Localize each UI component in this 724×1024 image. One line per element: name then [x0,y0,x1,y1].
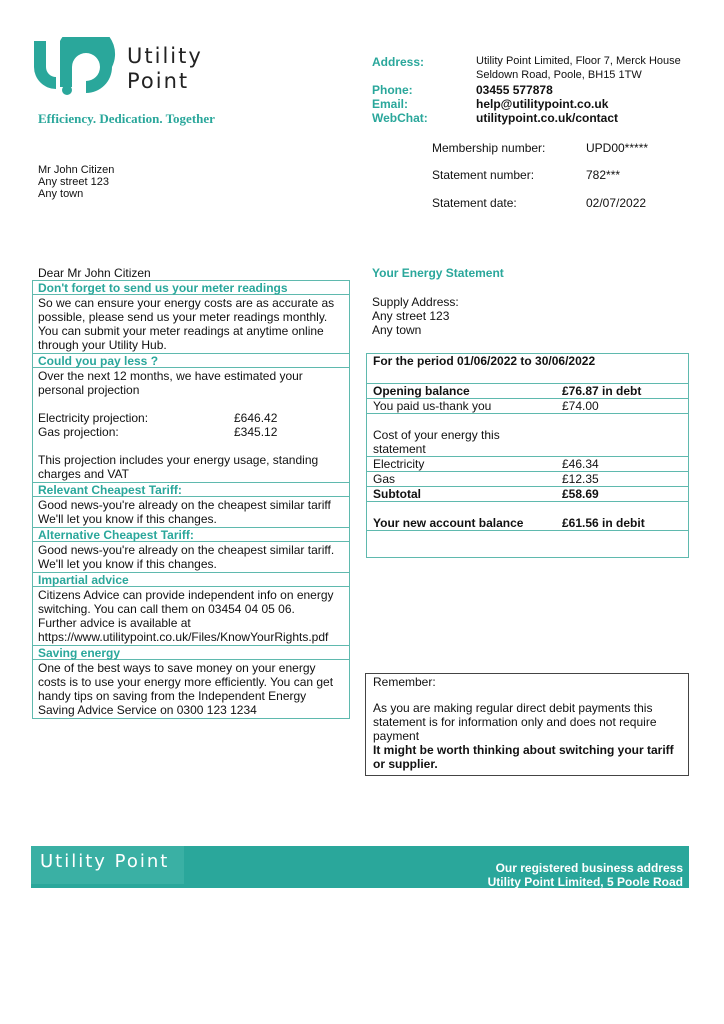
text-line: payment [373,729,420,743]
gas-row [367,471,688,486]
pay-less-heading: Could you pay less ? [32,353,350,368]
recipient-name: Mr John Citizen [38,164,115,176]
subtotal-row [367,486,688,501]
text-line: handy tips on saving from the Independent Energy [38,689,307,703]
meter-heading: Don't forget to send us your meter readings [32,280,350,295]
text-line: or supplier. [373,757,438,771]
logo-line2: Point [127,69,190,93]
email-label: Email: [372,97,409,111]
gas-projection-label: Gas projection: [38,425,119,439]
text-line: Over the next 12 months, we have estimated your [38,369,303,383]
registered-address [488,861,683,889]
email-link[interactable]: help@utilitypoint.co.uk [476,97,609,111]
rights-link[interactable]: https://www.utilitypoint.co.uk/Files/KnowYourRights.pdf [38,630,329,644]
text-line: So we can ensure your energy costs are as accurate as [38,296,335,310]
gas-value: £12.35 [562,472,599,486]
footer-logo [31,846,184,884]
statement-date-label: Statement date: [432,196,517,210]
pay-less-body [32,368,350,482]
text-line: We'll let you know if this changes. [38,557,217,571]
cost-label [373,428,500,456]
saving-body [32,660,350,719]
logo-line1: Utility [127,44,203,68]
elec-projection-value: £646.42 [234,411,278,425]
utility-point-logo-icon [30,37,116,97]
subtotal-label: Subtotal [373,487,421,501]
text-line: Further advice is available at [38,616,191,630]
phone-value[interactable]: 03455 577878 [476,83,553,97]
tagline: Efficiency. Dedication. Together [38,111,215,126]
registered-address-title: Our registered business address [495,861,683,875]
opening-label: Opening balance [373,384,470,398]
advice-heading: Impartial advice [32,572,350,587]
recipient-town: Any town [38,188,84,200]
new-balance-label: Your new account balance [373,516,524,530]
text-line: You can submit your meter readings at anytime online [38,324,324,338]
gas-label: Gas [373,472,396,486]
new-balance-value: £61.56 in debit [562,516,645,530]
alt-tariff-heading: Alternative Cheapest Tariff: [32,527,350,542]
recipient-address [38,164,114,200]
statement-number-label: Statement number: [432,168,535,182]
supply-address [372,295,459,337]
paid-label: You paid us-thank you [373,399,492,413]
supply-street: Any street 123 [372,309,450,323]
footer-logo-text: Utility Point [40,851,170,872]
text-line: We'll let you know if this changes. [38,512,217,526]
alt-tariff-body [32,542,350,572]
text-line: personal projection [38,383,140,397]
elec-projection-row [38,411,344,425]
text-line: One of the best ways to save money on your energy [38,661,316,675]
text-line: switching. You can call them on 03454 04 05 06. [38,602,295,616]
address-label: Address: [372,55,425,69]
cost-row [367,413,688,456]
greeting: Dear Mr John Citizen [38,266,151,280]
membership-label: Membership number: [432,141,546,155]
text-line: Saving Advice Service on 0300 123 1234 [38,703,257,717]
electricity-row [367,456,688,471]
logo-text [127,44,203,94]
statement-table [366,353,689,558]
info-sections [32,280,350,719]
webchat-label: WebChat: [372,111,428,125]
remember-box [365,673,689,776]
text-line: This projection includes your energy usage, standing [38,453,319,467]
cost-line2: statement [373,442,426,456]
tariff-body [32,497,350,527]
text-line: Good news-you're already on the cheapest similar tariff. [38,543,335,557]
recipient-street: Any street 123 [38,176,109,188]
opening-value: £76.87 in debt [562,384,642,398]
address-line1: Utility Point Limited, Floor 7, Merck House [476,55,681,67]
statement-date-value: 02/07/2022 [586,196,647,210]
meter-body [32,295,350,353]
cost-line1: Cost of your energy this [373,428,500,442]
divider [367,530,688,532]
subtotal-value: £58.69 [562,487,599,501]
gas-projection-value: £345.12 [234,425,278,439]
webchat-link[interactable]: utilitypoint.co.uk/contact [476,111,619,125]
electricity-label: Electricity [373,457,425,471]
footer-banner [31,846,689,888]
text-line: statement is for information only and does not require [373,715,657,729]
tariff-heading: Relevant Cheapest Tariff: [32,482,350,497]
gas-projection-row [38,425,344,439]
advice-body [32,587,350,645]
statement-title: Your Energy Statement [372,266,504,280]
paid-row [367,398,688,413]
period-row [367,354,688,383]
text-line: Citizens Advice can provide independent info on energy [38,588,334,602]
paid-value: £74.00 [562,399,599,413]
text-line: As you are making regular direct debit payments this [373,701,653,715]
text-line: It might be worth thinking about switching your tariff [373,743,674,757]
supply-town: Any town [372,323,422,337]
opening-row [367,383,688,398]
membership-value: UPD00***** [586,141,649,155]
text-line: through your Utility Hub. [38,338,167,352]
electricity-value: £46.34 [562,457,599,471]
remember-title: Remember: [373,675,436,689]
elec-projection-label: Electricity projection: [38,411,149,425]
saving-heading: Saving energy [32,645,350,660]
registered-address-line: Utility Point Limited, 5 Poole Road [487,875,683,889]
text-line: costs is to use your energy more efficiently. You can get [38,675,334,689]
new-balance-row [367,501,688,530]
supply-label: Supply Address: [372,295,459,309]
address-line2: Seldown Road, Poole, BH15 1TW [476,69,642,81]
period-text: For the period 01/06/2022 to 30/06/2022 [373,354,596,368]
text-line: Good news-you're already on the cheapest similar tariff [38,498,331,512]
text-line: charges and VAT [38,467,129,481]
phone-label: Phone: [372,83,413,97]
text-line: possible, please send us your meter readings monthly. [38,310,328,324]
statement-number-value: 782*** [586,168,621,182]
